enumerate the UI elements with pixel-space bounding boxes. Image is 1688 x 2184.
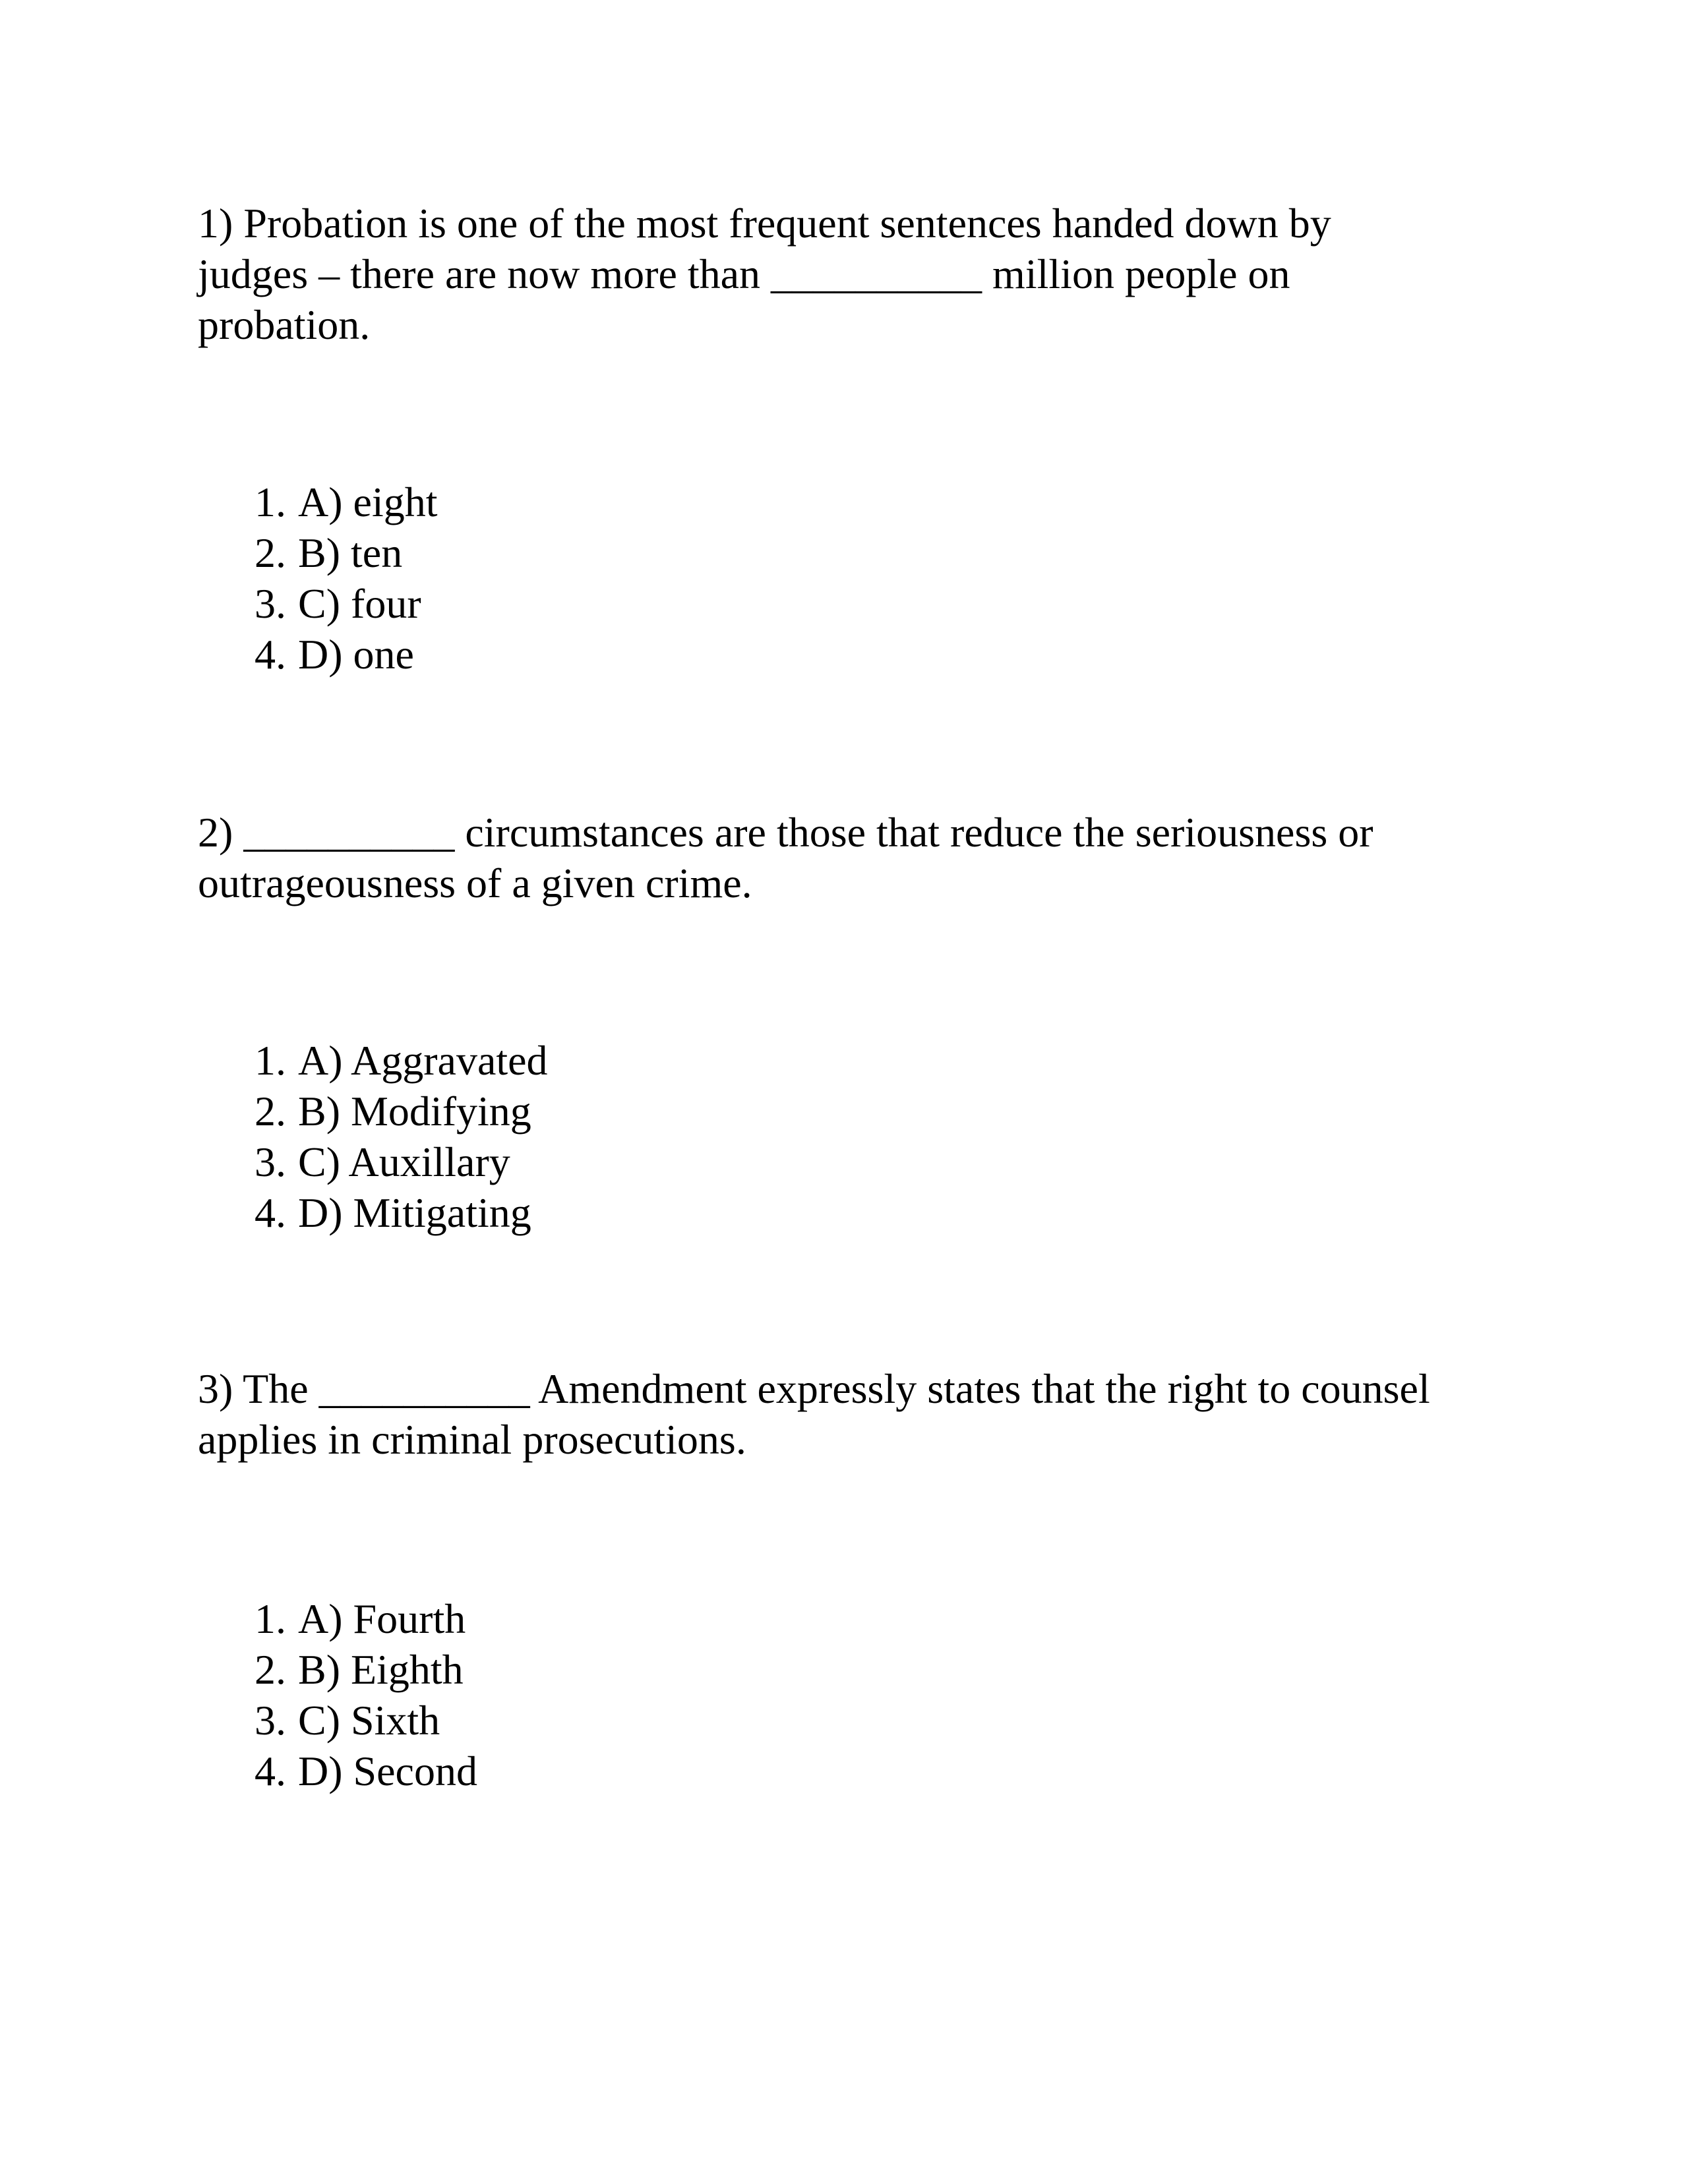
option-item [198, 629, 989, 680]
option-label: C) Sixth [298, 1697, 440, 1744]
option-label: D) one [298, 631, 414, 678]
option-label: A) eight [298, 479, 438, 525]
option-number: 1. [255, 1037, 286, 1084]
option-number: 2. [255, 529, 286, 576]
question-1-options [198, 477, 989, 680]
question-1-text: 1) Probation is one of the most frequent sentences handed down by judges – there are now more than __________ million people on probation. [198, 200, 1331, 348]
option-number: 2. [255, 1646, 286, 1693]
option-label: D) Mitigating [298, 1189, 531, 1236]
option-label: A) Fourth [298, 1595, 466, 1642]
option-item [198, 1035, 989, 1086]
option-label: B) Modifying [298, 1088, 531, 1135]
option-number: 4. [255, 1189, 286, 1236]
option-number: 2. [255, 1088, 286, 1135]
option-item [198, 527, 989, 578]
option-number: 1. [255, 479, 286, 525]
question-3-text: 3) The __________ Amendment expressly states that the right to counsel applies in criminal prosecutions. [198, 1365, 1430, 1463]
option-label: A) Aggravated [298, 1037, 548, 1084]
option-number: 3. [255, 1138, 286, 1185]
option-item [198, 1593, 989, 1644]
option-item [198, 1746, 989, 1796]
option-item [198, 1187, 989, 1238]
option-item [198, 1136, 989, 1187]
option-item [198, 1644, 989, 1695]
option-label: B) Eighth [298, 1646, 464, 1693]
option-number: 3. [255, 1697, 286, 1744]
option-number: 4. [255, 1748, 286, 1794]
question-2-text: 2) __________ circumstances are those that reduce the seriousness or outrageousness of a given crime. [198, 809, 1373, 906]
option-label: B) ten [298, 529, 403, 576]
option-label: D) Second [298, 1748, 477, 1794]
question-3-options [198, 1593, 989, 1796]
option-number: 3. [255, 580, 286, 627]
option-label: C) Auxillary [298, 1138, 510, 1185]
option-item [198, 1695, 989, 1746]
option-item [198, 578, 989, 629]
option-label: C) four [298, 580, 421, 627]
option-number: 4. [255, 631, 286, 678]
question-2-options [198, 1035, 989, 1238]
option-item [198, 1086, 989, 1136]
option-item [198, 477, 989, 527]
option-number: 1. [255, 1595, 286, 1642]
